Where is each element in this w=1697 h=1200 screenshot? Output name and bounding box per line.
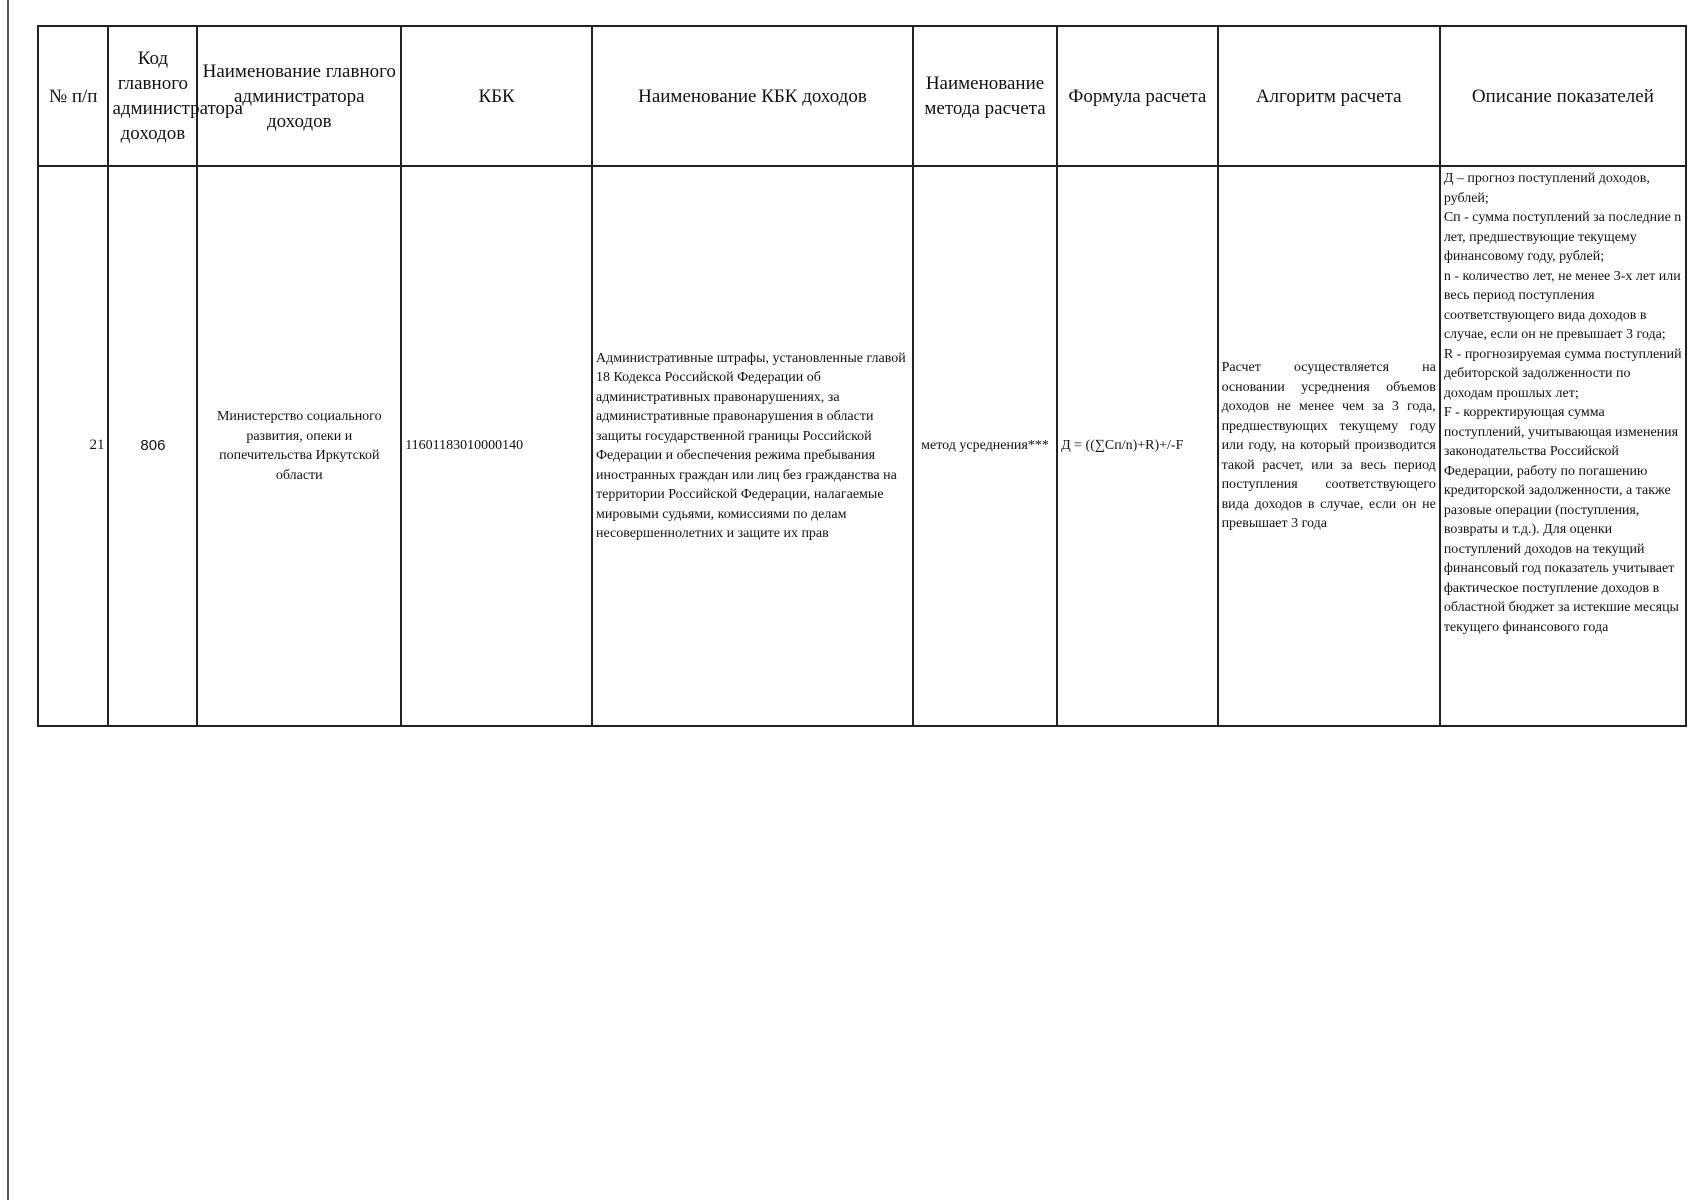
- description-line-d: Д – прогноз поступлений доходов, рублей;: [1443, 171, 1650, 206]
- cell-description: [1440, 166, 1686, 726]
- description-line-sp: Сп - сумма поступлений за последние n лет, предшествующие текущему финансовому году, рублей;: [1443, 210, 1682, 264]
- header-num: № п/п: [38, 26, 108, 166]
- description-line-n: n - количество лет, не менее 3-х лет или весь период поступления соответствующего вида доходов в случае, если он не превышает 3 года;: [1443, 268, 1681, 342]
- header-admin-code: Код главного администратора доходов: [108, 26, 197, 166]
- cell-kbk-name: Административные штрафы, установленные главой 18 Кодекса Российской Федерации об административных правонарушениях, за административные правонарушения в области защиты государственной границы Российской Федерации и обеспечения режима пребывания иностранных граждан или лиц без гражданства на территории Российской Федерации, налагаемые мировыми судьями, комиссиями по делам несовершеннолетних и защите их прав: [592, 166, 913, 726]
- header-algorithm: Алгоритм расчета: [1218, 26, 1440, 166]
- header-kbk: КБК: [401, 26, 592, 166]
- header-kbk-name: Наименование КБК доходов: [592, 26, 913, 166]
- cell-admin-code: 806: [108, 166, 197, 726]
- cell-num: 21: [38, 166, 108, 726]
- header-description: Описание показателей: [1440, 26, 1686, 166]
- cell-kbk: 11601183010000140: [401, 166, 592, 726]
- description-line-r: R - прогнозируемая сумма поступлений дебиторской задолженности по доходам прошлых лет;: [1443, 346, 1682, 401]
- income-forecast-table: [37, 25, 1687, 727]
- header-formula: Формула расчета: [1057, 26, 1217, 166]
- table-header-row: [38, 26, 1686, 166]
- cell-admin-name: Министерство социального развития, опеки и попечительства Иркутской области: [197, 166, 401, 726]
- header-admin-name: Наименование главного администратора доходов: [197, 26, 401, 166]
- cell-algorithm: Расчет осуществляется на основании усреднения объемов доходов не менее чем за 3 года, предшествующих текущему году или году, на который производится такой расчет, или за весь период поступления соответствующего вида доходов в случае, если он не превышает 3 года: [1218, 166, 1440, 726]
- scan-margin-line: [7, 0, 9, 1200]
- cell-formula: Д = ((∑Сп/n)+R)+/-F: [1057, 166, 1217, 726]
- header-method-name: Наименование метода расчета: [913, 26, 1057, 166]
- description-line-f: F - корректирующая сумма поступлений, учитывающая изменения законодательства Российской Федерации, работу по погашению кредиторской задолженности, а также разовые операции (поступления, возвраты и т.д.). Для оценки поступлений доходов на текущий финансовый год показатель учитывает фактическое поступление доходов в областной бюджет за истекшие месяцы текущего финансового года: [1443, 405, 1679, 635]
- table-row: [38, 166, 1686, 726]
- cell-method-name: метод усреднения***: [913, 166, 1057, 726]
